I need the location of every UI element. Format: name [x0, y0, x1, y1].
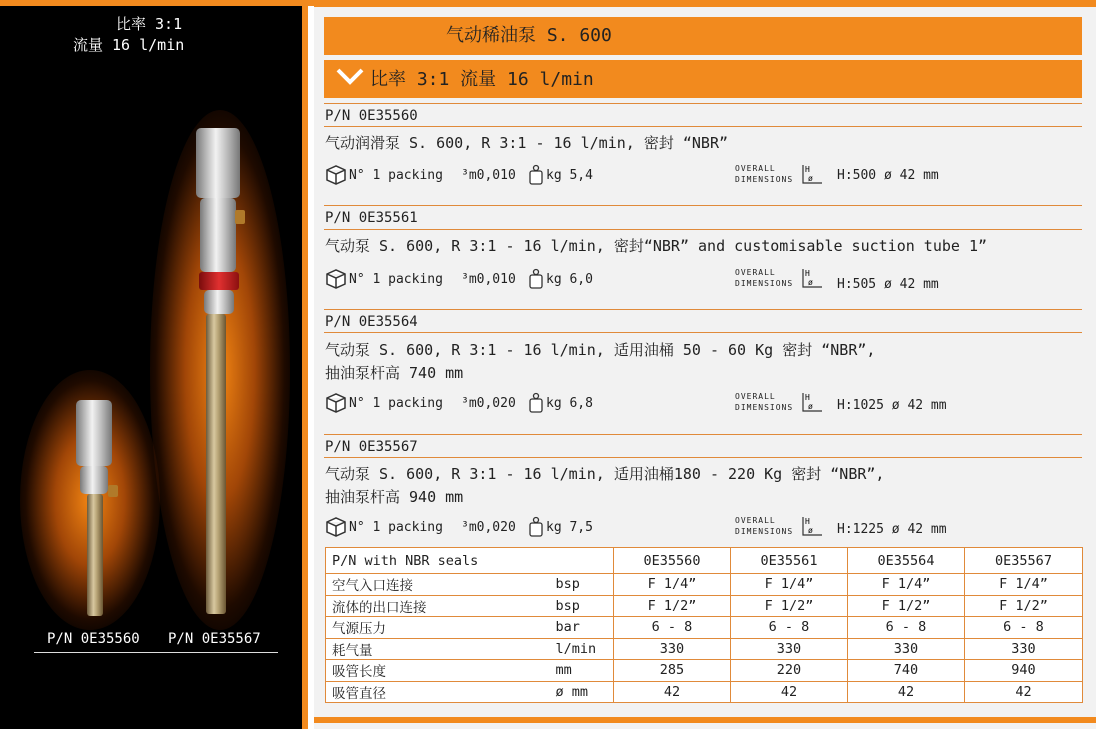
packing-text: N° 1 packing — [349, 396, 443, 411]
pn-label-right: P/N 0E35567 — [168, 631, 261, 647]
box-icon — [325, 516, 347, 538]
svg-text:H: H — [805, 517, 810, 526]
row-label: 空气入口连接 — [326, 574, 550, 596]
table-cell: 740 — [848, 660, 965, 682]
svg-text:H: H — [805, 393, 810, 402]
product-pn: P/N 0E35567 — [325, 439, 418, 455]
subtitle-text: 比率 3:1 流量 16 l/min — [370, 69, 594, 90]
table-cell: F 1/2” — [614, 595, 731, 617]
divider — [324, 205, 1082, 206]
table-cell: F 1/2” — [731, 595, 848, 617]
volume-text: ³m0,020 — [461, 520, 516, 535]
product-details-panel — [314, 0, 1096, 729]
table-header-cell: 0E35564 — [848, 548, 965, 574]
table-header-cell: 0E35560 — [614, 548, 731, 574]
svg-text:H: H — [805, 165, 810, 174]
row-label: 吸管长度 — [326, 660, 550, 682]
dimensions-icon — [801, 163, 823, 185]
row-label: 气源压力 — [326, 617, 550, 639]
table-cell: 220 — [731, 660, 848, 682]
product-description: 气动泵 S. 600, R 3:1 - 16 l/min, 密封“NBR” and customisable suction tube 1” — [325, 237, 987, 255]
table-cell: 42 — [731, 681, 848, 703]
table-row — [326, 574, 1083, 596]
product-pn: P/N 0E35560 — [325, 108, 418, 124]
dimensions-text: H:1225 ø 42 mm — [837, 522, 947, 537]
table-cell: F 1/2” — [965, 595, 1083, 617]
weight-icon — [528, 516, 544, 538]
table-row — [326, 595, 1083, 617]
ratio-label: 比率 3:1 — [116, 15, 183, 33]
packing-text: N° 1 packing — [349, 520, 443, 535]
divider — [324, 309, 1082, 310]
divider — [324, 126, 1082, 127]
dimensions-label: OVERALL DIMENSIONS — [735, 164, 794, 184]
table-cell: F 1/4” — [848, 574, 965, 596]
pn-label-left: P/N 0E35560 — [47, 631, 140, 647]
divider — [324, 457, 1082, 458]
table-cell: 330 — [731, 638, 848, 660]
divider — [324, 229, 1082, 230]
volume-text: ³m0,010 — [461, 272, 516, 287]
dimensions-icon — [801, 267, 823, 289]
product-description-line2: 抽油泵杆高 740 mm — [325, 364, 464, 382]
table-cell: F 1/4” — [965, 574, 1083, 596]
product-meta — [325, 516, 985, 540]
table-cell: F 1/4” — [614, 574, 731, 596]
product-meta — [325, 164, 985, 188]
weight-icon — [528, 164, 544, 186]
table-row — [326, 617, 1083, 639]
bottom-accent-bar — [314, 717, 1096, 723]
table-header-row — [326, 548, 1083, 574]
dimensions-text: H:500 ø 42 mm — [837, 168, 939, 183]
product-description: 气动润滑泵 S. 600, R 3:1 - 16 l/min, 密封 “NBR” — [325, 134, 729, 152]
svg-text:ø: ø — [808, 526, 813, 535]
table-cell: 42 — [848, 681, 965, 703]
table-cell: 330 — [848, 638, 965, 660]
table-cell: 6 - 8 — [731, 617, 848, 639]
dimensions-text: H:1025 ø 42 mm — [837, 398, 947, 413]
divider — [324, 103, 1082, 104]
table-row — [326, 638, 1083, 660]
svg-text:ø: ø — [808, 174, 813, 183]
spec-table — [325, 547, 1083, 703]
svg-text:H: H — [805, 269, 810, 278]
dimensions-icon — [801, 391, 823, 413]
page-title: 气动稀油泵 S. 600 — [324, 17, 1082, 55]
product-image-panel — [0, 0, 308, 729]
product-description: 气动泵 S. 600, R 3:1 - 16 l/min, 适用油桶180 - 220 Kg 密封 “NBR”, — [325, 465, 885, 483]
dimensions-text: H:505 ø 42 mm — [837, 277, 939, 292]
table-header-cell: 0E35567 — [965, 548, 1083, 574]
dimensions-label: OVERALL DIMENSIONS — [735, 516, 794, 536]
table-cell: 6 - 8 — [848, 617, 965, 639]
volume-text: ³m0,010 — [461, 168, 516, 183]
row-unit: bar — [550, 617, 614, 639]
row-unit: mm — [550, 660, 614, 682]
row-unit: l/min — [550, 638, 614, 660]
weight-text: kg 7,5 — [546, 520, 593, 535]
table-cell: 330 — [965, 638, 1083, 660]
table-cell: 285 — [614, 660, 731, 682]
flow-label: 流量 16 l/min — [73, 36, 185, 54]
box-icon — [325, 164, 347, 186]
box-icon — [325, 392, 347, 414]
table-cell: 42 — [965, 681, 1083, 703]
svg-text:ø: ø — [808, 278, 813, 287]
row-label: 吸管直径 — [326, 681, 550, 703]
table-row — [326, 660, 1083, 682]
row-label: 耗气量 — [326, 638, 550, 660]
row-unit: bsp — [550, 595, 614, 617]
dimensions-label: OVERALL DIMENSIONS — [735, 268, 794, 288]
box-icon — [325, 268, 347, 290]
row-unit: ø mm — [550, 681, 614, 703]
table-header-cell: 0E35561 — [731, 548, 848, 574]
divider — [324, 434, 1082, 435]
svg-text:ø: ø — [808, 402, 813, 411]
table-cell: 6 - 8 — [614, 617, 731, 639]
packing-text: N° 1 packing — [349, 272, 443, 287]
row-unit: bsp — [550, 574, 614, 596]
weight-text: kg 6,0 — [546, 272, 593, 287]
table-header-cell: P/N with NBR seals — [326, 548, 614, 574]
product-pn: P/N 0E35561 — [325, 210, 418, 226]
dimensions-icon — [801, 515, 823, 537]
product-meta — [325, 268, 985, 292]
weight-icon — [528, 392, 544, 414]
table-cell: 42 — [614, 681, 731, 703]
table-cell: 6 - 8 — [965, 617, 1083, 639]
product-pn: P/N 0E35564 — [325, 314, 418, 330]
table-cell: 940 — [965, 660, 1083, 682]
packing-text: N° 1 packing — [349, 168, 443, 183]
dimensions-label: OVERALL DIMENSIONS — [735, 392, 794, 412]
table-cell: F 1/4” — [731, 574, 848, 596]
top-accent-bar — [0, 0, 314, 6]
row-label: 流体的出口连接 — [326, 595, 550, 617]
divider — [324, 332, 1082, 333]
table-cell: 330 — [614, 638, 731, 660]
table-cell: F 1/2” — [848, 595, 965, 617]
product-meta — [325, 392, 985, 416]
weight-text: kg 5,4 — [546, 168, 593, 183]
top-accent-bar — [314, 0, 1096, 7]
volume-text: ³m0,020 — [461, 396, 516, 411]
page-subtitle — [324, 60, 1082, 98]
table-row — [326, 681, 1083, 703]
product-description-line2: 抽油泵杆高 940 mm — [325, 488, 464, 506]
divider — [34, 652, 278, 653]
weight-icon — [528, 268, 544, 290]
weight-text: kg 6,8 — [546, 396, 593, 411]
arrow-right-icon — [336, 66, 364, 92]
product-description: 气动泵 S. 600, R 3:1 - 16 l/min, 适用油桶 50 - 60 Kg 密封 “NBR”, — [325, 341, 876, 359]
